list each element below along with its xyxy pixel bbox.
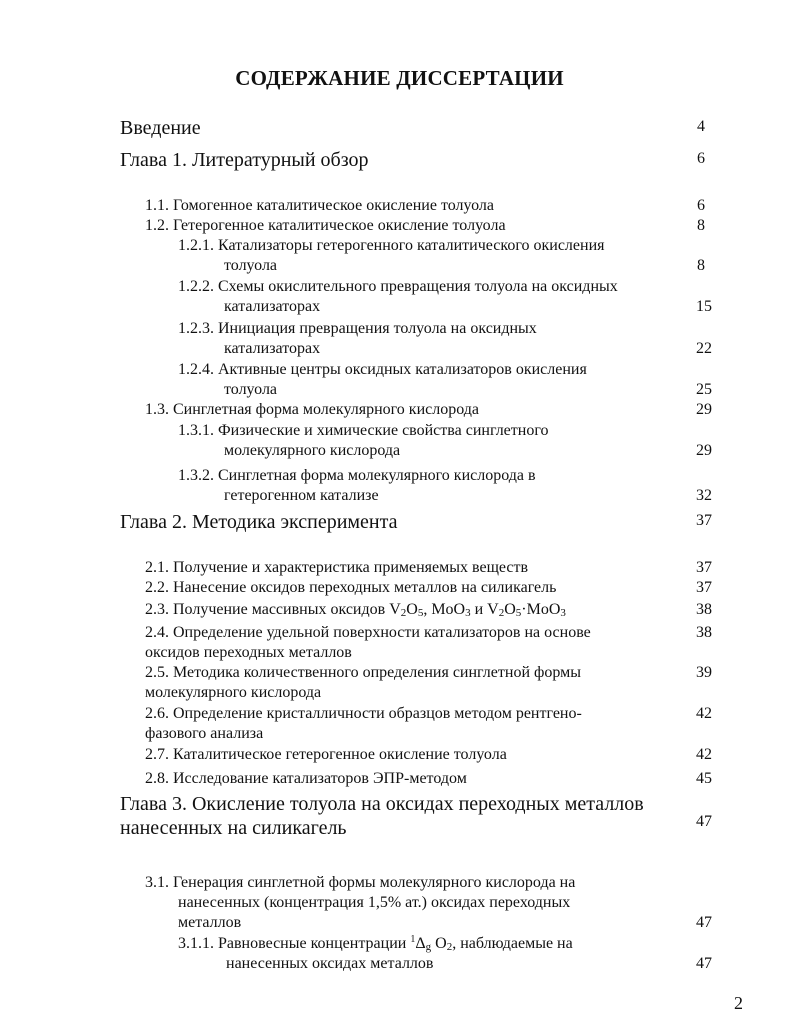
formula-sep: и — [470, 601, 488, 618]
toc-2-4-page: 38 — [696, 624, 712, 641]
toc-1-2-3-page: 22 — [696, 340, 712, 357]
toc-chapter-3: Глава 3. Окисление толуола на оксидах переходных металлов — [120, 793, 644, 815]
toc-1-2-4-cont: толуола — [224, 381, 278, 398]
toc-2-6-page: 42 — [696, 705, 712, 722]
toc-1-3-1: 1.3.1. Физические и химические свойства синглетного — [178, 422, 549, 439]
toc-3-1-1-prefix: 3.1.1. Равновесные концентрации — [178, 935, 411, 952]
toc-3-1-1-page: 47 — [696, 955, 712, 972]
toc-intro: Введение — [120, 117, 201, 139]
toc-1-3-1-page: 29 — [696, 442, 712, 459]
toc-1-2: 1.2. Гетерогенное каталитическое окисление толуола — [145, 217, 506, 234]
toc-2-6: 2.6. Определение кристалличности образцов методом рентгено- — [145, 705, 582, 722]
toc-3-1-1-suffix: , наблюдаемые на — [452, 935, 573, 952]
toc-2-1-page: 37 — [696, 559, 712, 576]
formula-part: V — [389, 601, 401, 618]
toc-chapter-3-page: 47 — [696, 813, 712, 830]
toc-2-4-cont: оксидов переходных металлов — [145, 644, 352, 661]
toc-1-2-1-page: 8 — [697, 257, 705, 274]
toc-2-5-page: 39 — [696, 664, 712, 681]
toc-1-2-3: 1.2.3. Инициация превращения толуола на оксидных — [178, 320, 537, 337]
formula-sub: 5 — [515, 607, 522, 619]
toc-3-1-1-cont: нанесенных оксидах металлов — [226, 955, 434, 972]
toc-chapter-2: Глава 2. Методика эксперимента — [120, 511, 398, 533]
formula-sub: 3 — [465, 607, 471, 619]
toc-1-2-1: 1.2.1. Катализаторы гетерогенного каталитического окисления — [178, 237, 605, 254]
toc-1-2-3-cont: катализаторах — [224, 340, 321, 357]
toc-2-8: 2.8. Исследование катализаторов ЭПР-методом — [145, 770, 467, 787]
toc-2-7: 2.7. Каталитическое гетерогенное окисление толуола — [145, 746, 507, 763]
toc-1-3-2-cont: гетерогенном катализе — [224, 487, 379, 504]
page-number: 2 — [734, 993, 743, 1013]
formula-part: ·MoO — [521, 601, 561, 618]
toc-1-2-2: 1.2.2. Схемы окислительного превращения толуола на оксидных — [178, 278, 618, 295]
toc-chapter-2-page: 37 — [696, 512, 712, 529]
toc-chapter-1-page: 6 — [697, 150, 705, 167]
toc-1-1-page: 6 — [697, 197, 705, 214]
toc-chapter-3-cont: нанесенных на силикагель — [120, 817, 347, 839]
toc-1-2-1-cont: толуола — [224, 257, 278, 274]
toc-1-2-2-page: 15 — [696, 298, 712, 315]
toc-3-1-cont2: металлов — [178, 914, 242, 931]
toc-3-1-cont: нанесенных (концентрация 1,5% ат.) оксидах переходных — [178, 894, 571, 911]
toc-2-7-page: 42 — [696, 746, 712, 763]
toc-2-4: 2.4. Определение удельной поверхности катализаторов на основе — [145, 624, 591, 641]
toc-1-1: 1.1. Гомогенное каталитическое окисление толуола — [145, 197, 494, 214]
formula-sup: 1 — [410, 934, 416, 945]
toc-1-3-page: 29 — [696, 401, 712, 418]
toc-2-6-cont: фазового анализа — [145, 725, 264, 742]
toc-1-2-page: 8 — [697, 217, 705, 234]
toc-1-2-4-page: 25 — [696, 381, 712, 398]
formula-sep: , — [423, 601, 432, 618]
formula-part: O — [431, 935, 447, 952]
toc-2-1: 2.1. Получение и характеристика применяемых веществ — [145, 559, 529, 576]
formula-sub: g — [425, 941, 432, 953]
toc-2-5: 2.5. Методика количественного определения синглетной формы — [145, 664, 582, 681]
toc-2-5-cont: молекулярного кислорода — [145, 684, 322, 701]
toc-3-1-1 — [178, 934, 573, 954]
toc-3-1: 3.1. Генерация синглетной формы молекулярного кислорода на — [145, 874, 576, 891]
formula-sub: 2 — [498, 607, 505, 619]
formula-part: O — [406, 601, 418, 618]
toc-chapter-1: Глава 1. Литературный обзор — [120, 149, 369, 171]
toc-2-2-page: 37 — [696, 579, 712, 596]
toc-2-3-page: 38 — [696, 601, 712, 618]
toc-3-1-page: 47 — [696, 914, 712, 931]
toc-2-2: 2.2. Нанесение оксидов переходных металлов на силикагель — [145, 579, 557, 596]
formula-part: V — [487, 601, 499, 618]
formula-part: Δ — [415, 935, 426, 952]
toc-1-3-1-cont: молекулярного кислорода — [224, 442, 401, 459]
toc-2-8-page: 45 — [696, 770, 712, 787]
page-title: СОДЕРЖАНИЕ ДИССЕРТАЦИИ — [235, 66, 564, 90]
toc-intro-page: 4 — [697, 118, 705, 135]
formula-part: O — [504, 601, 516, 618]
toc-1-3: 1.3. Синглетная форма молекулярного кислорода — [145, 401, 480, 418]
formula-sub: 5 — [417, 607, 424, 619]
toc-1-2-4: 1.2.4. Активные центры оксидных катализаторов окисления — [178, 361, 587, 378]
toc-1-3-2: 1.3.2. Синглетная форма молекулярного кислорода в — [178, 467, 536, 484]
formula-sub: 2 — [446, 941, 453, 953]
formula-sub: 3 — [560, 607, 566, 619]
formula-part: MoO — [431, 601, 466, 618]
toc-1-2-2-cont: катализаторах — [224, 298, 321, 315]
formula-sub: 2 — [400, 607, 407, 619]
toc-1-3-2-page: 32 — [696, 487, 712, 504]
toc-2-3 — [145, 600, 566, 620]
toc-2-3-prefix: 2.3. Получение массивных оксидов — [145, 601, 390, 618]
